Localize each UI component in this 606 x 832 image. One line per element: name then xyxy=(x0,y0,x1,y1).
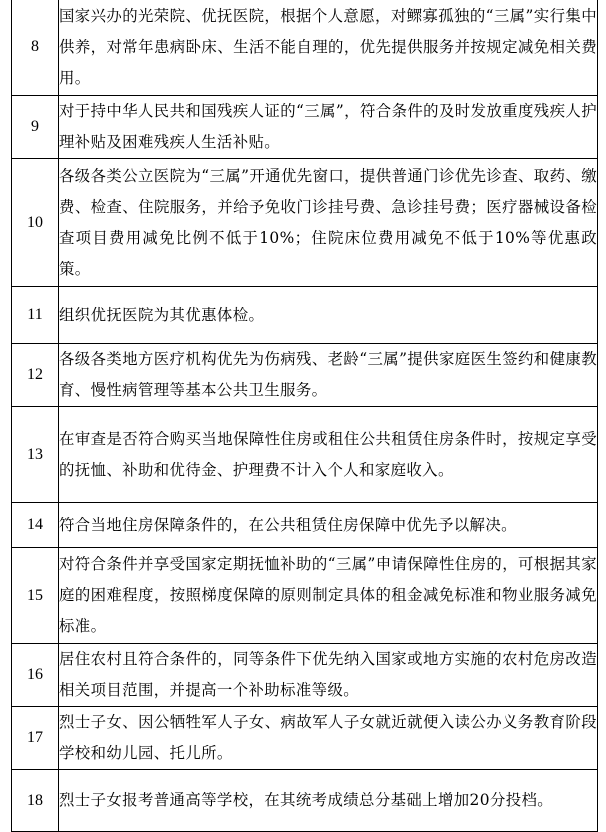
policy-table xyxy=(11,0,598,832)
row-number: 10 xyxy=(12,159,59,287)
row-number: 8 xyxy=(12,0,59,96)
row-text: 国家兴办的光荣院、优抚医院，根据个人意愿，对鳏寡孤独的“三属”实行集中供养，对常年患病卧床、生活不能自理的，优先提供服务并按规定减免相关费用。 xyxy=(59,0,598,96)
row-text: 居住农村且符合条件的，同等条件下优先纳入国家或地方实施的农村危房改造相关项目范围，并提高一个补助标准等级。 xyxy=(59,644,598,707)
row-number: 17 xyxy=(12,707,59,770)
row-text: 各级各类公立医院为“三属”开通优先窗口，提供普通门诊优先诊查、取药、缴费、检查、住院服务，并给予免收门诊挂号费、急诊挂号费；医疗器械设备检查项目费用减免比例不低于10%；住院床位费用减免不低于10%等优惠政策。 xyxy=(59,159,598,287)
table-row xyxy=(12,707,598,770)
row-number: 12 xyxy=(12,344,59,407)
row-text: 符合当地住房保障条件的，在公共租赁住房保障中优先予以解决。 xyxy=(59,503,598,548)
row-number: 15 xyxy=(12,548,59,644)
row-text: 组织优抚医院为其优惠体检。 xyxy=(59,287,598,344)
row-text: 在审查是否符合购买当地保障性住房或租住公共租赁住房条件时，按规定享受的抚恤、补助和优待金、护理费不计入个人和家庭收入。 xyxy=(59,407,598,503)
table-row xyxy=(12,159,598,287)
table-row xyxy=(12,770,598,832)
table-row xyxy=(12,0,598,96)
row-number: 13 xyxy=(12,407,59,503)
table-row xyxy=(12,503,598,548)
table-row xyxy=(12,287,598,344)
row-text: 烈士子女、因公牺牲军人子女、病故军人子女就近就便入读公办义务教育阶段学校和幼儿园、托儿所。 xyxy=(59,707,598,770)
row-text: 对于持中华人民共和国残疾人证的“三属”，符合条件的及时发放重度残疾人护理补贴及困难残疾人生活补贴。 xyxy=(59,96,598,159)
table-row xyxy=(12,548,598,644)
row-number: 11 xyxy=(12,287,59,344)
table-row xyxy=(12,644,598,707)
row-text: 各级各类地方医疗机构优先为伤病残、老龄“三属”提供家庭医生签约和健康教育、慢性病管理等基本公共卫生服务。 xyxy=(59,344,598,407)
table-row xyxy=(12,96,598,159)
row-number: 16 xyxy=(12,644,59,707)
table-row xyxy=(12,407,598,503)
row-text: 烈士子女报考普通高等学校，在其统考成绩总分基础上增加20分投档。 xyxy=(59,770,598,832)
table-row xyxy=(12,344,598,407)
row-number: 14 xyxy=(12,503,59,548)
row-text: 对符合条件并享受国家定期抚恤补助的“三属”申请保障性住房的，可根据其家庭的困难程度，按照梯度保障的原则制定具体的租金减免标准和物业服务减免标准。 xyxy=(59,548,598,644)
row-number: 9 xyxy=(12,96,59,159)
row-number: 18 xyxy=(12,770,59,832)
